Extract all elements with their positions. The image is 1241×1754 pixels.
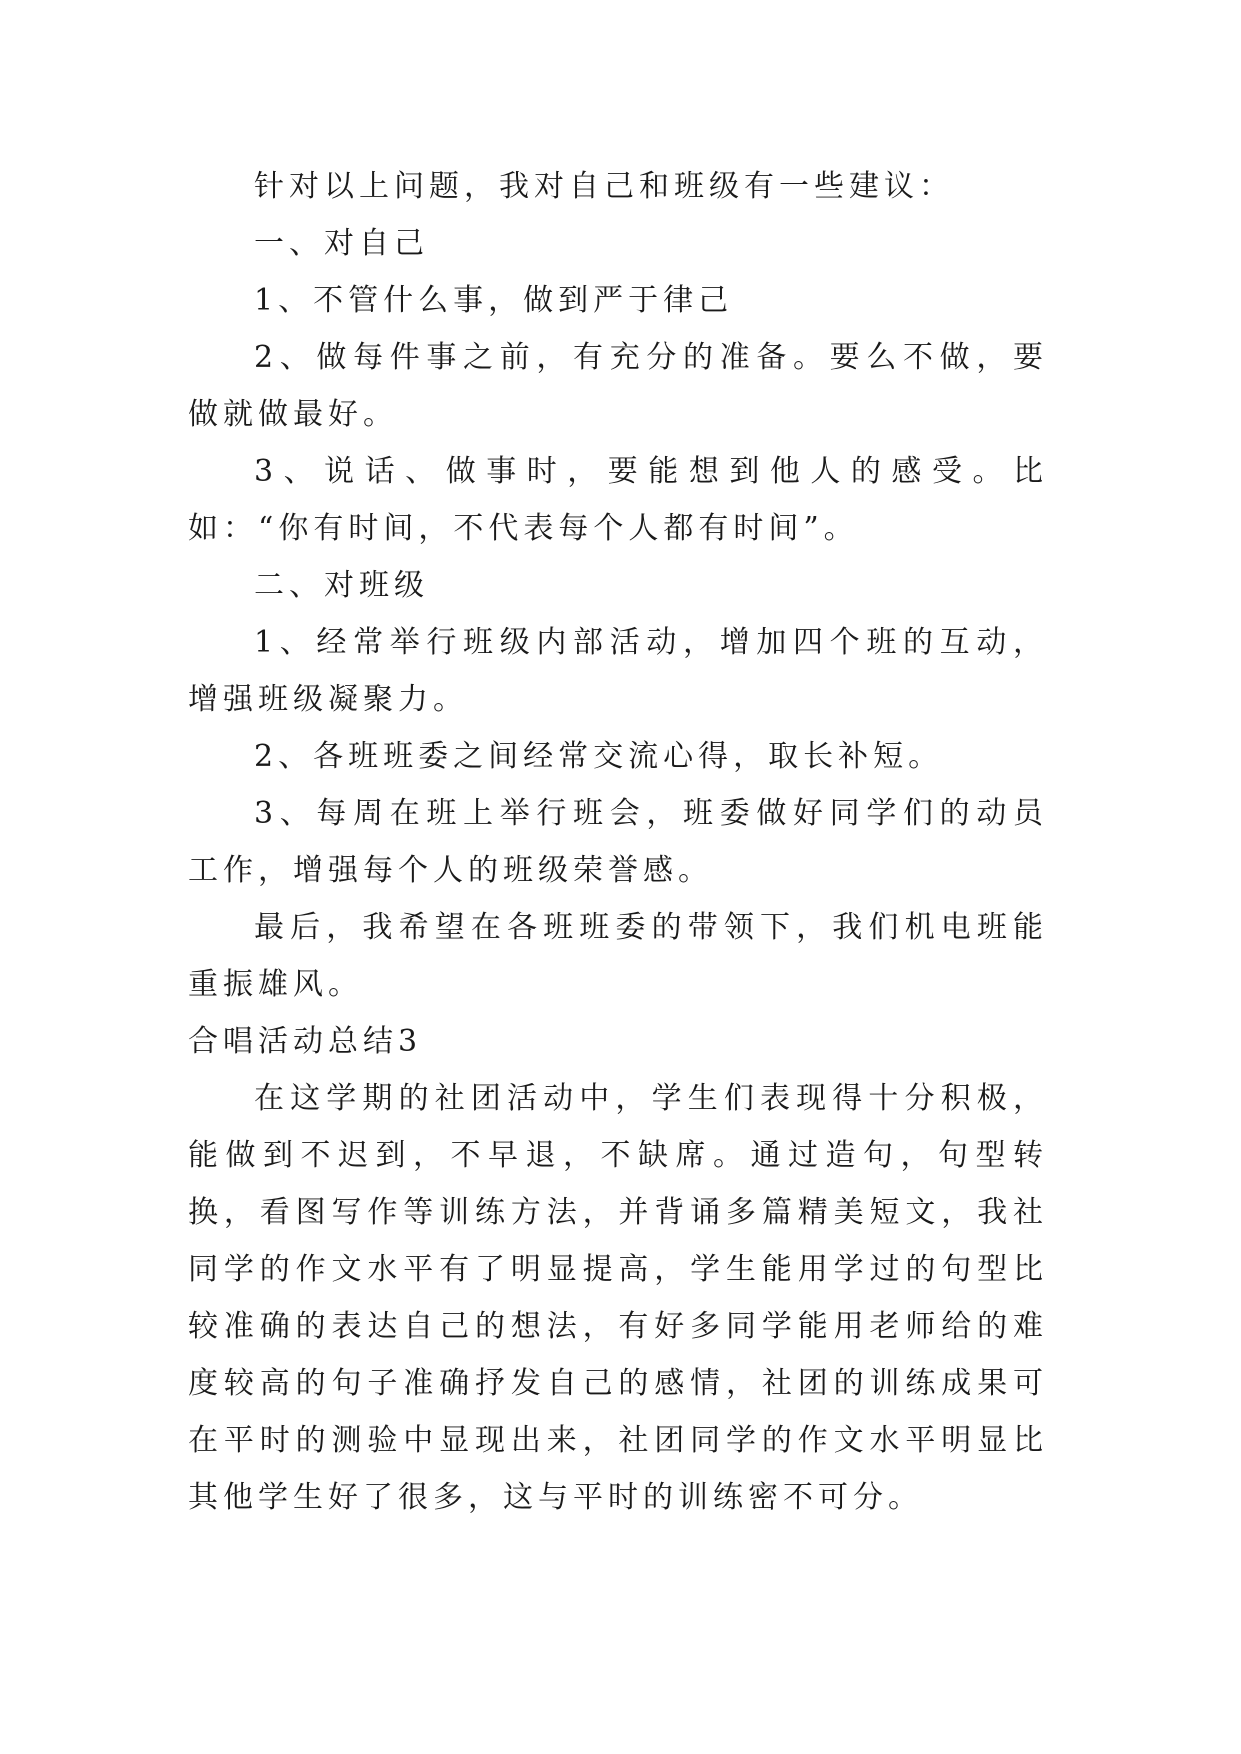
paragraph-section-self: 一、对自己	[254, 226, 429, 261]
document-body	[188, 158, 1048, 1526]
paragraph-choir-summary: 在这学期的社团活动中，学生们表现得十分积极，能做到不迟到，不早退，不缺席。通过造句，句型转换，看图写作等训练方法，并背诵多篇精美短文，我社同学的作文水平有了明显提高，学生能用学过的句型比较准确的表达自己的想法，有好多同学能用老师给的难度较高的句子准确抒发自己的感情，社团的训练成果可在平时的测验中显现出来，社团同学的作文水平明显比其他学生好了很多，这与平时的训练密不可分。	[188, 1081, 1048, 1515]
paragraph-self-item-2: 2、做每件事之前，有充分的准备。要么不做，要做就做最好。	[188, 340, 1048, 432]
paragraph-section-class: 二、对班级	[254, 568, 429, 603]
paragraph-suggestions-intro: 针对以上问题，我对自己和班级有一些建议：	[254, 169, 954, 204]
paragraph-class-item-3: 3、每周在班上举行班会，班委做好同学们的动员工作，增强每个人的班级荣誉感。	[188, 796, 1048, 888]
section-heading: 合唱活动总结3	[188, 1024, 423, 1059]
paragraph-self-item-1: 1、不管什么事，做到严于律己	[254, 283, 734, 318]
paragraph-closing: 最后，我希望在各班班委的带领下，我们机电班能重振雄风。	[188, 910, 1048, 1002]
paragraph-self-item-3: 3、说话、做事时，要能想到他人的感受。比如：“你有时间，不代表每个人都有时间”。	[188, 454, 1048, 546]
paragraph-class-item-1: 1、经常举行班级内部活动，增加四个班的互动，增强班级凝聚力。	[188, 625, 1048, 717]
paragraph-class-item-2: 2、各班班委之间经常交流心得，取长补短。	[254, 739, 944, 774]
